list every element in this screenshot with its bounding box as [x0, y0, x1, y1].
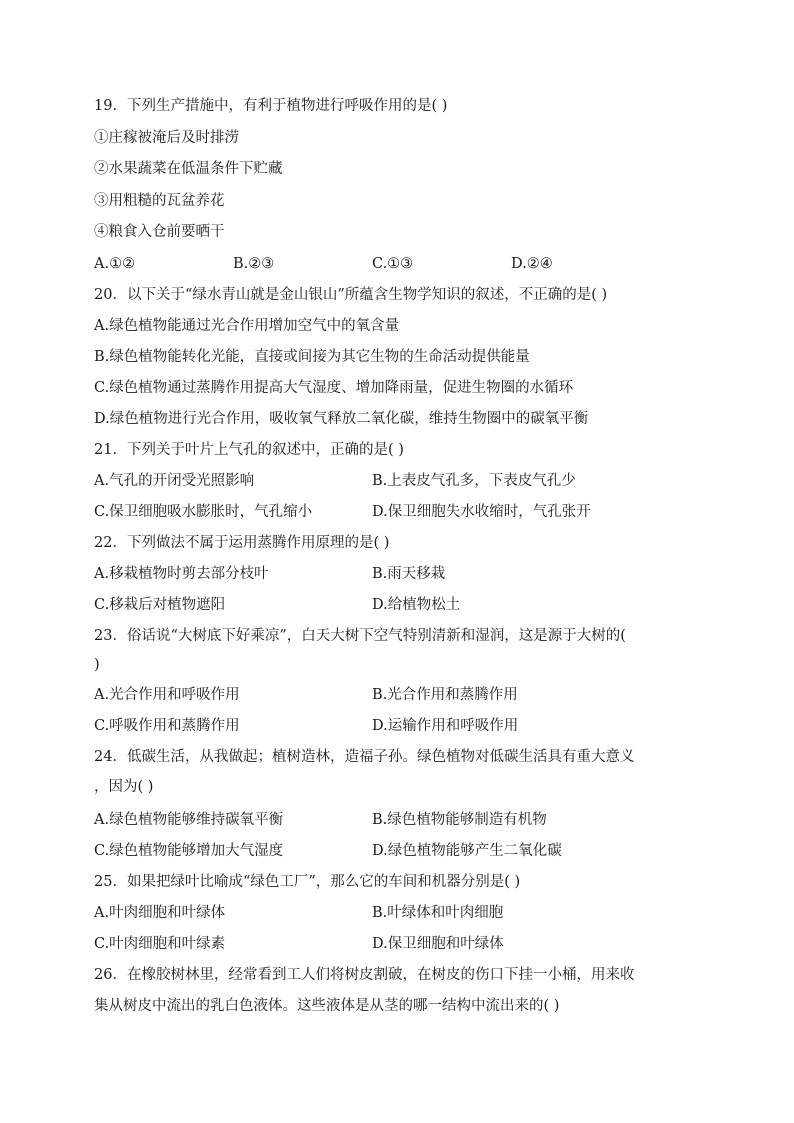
question-21-option-a: A.气孔的开闭受光照影响: [94, 473, 255, 489]
question-19-item-3: ③用粗糙的瓦盆养花: [94, 193, 225, 209]
question-24-option-c: C.绿色植物能够增加大气湿度: [94, 843, 284, 859]
question-24-option-b: B.绿色植物能够制造有机物: [372, 812, 547, 828]
question-25-stem: 25．如果把绿叶比喻成“绿色工厂”，那么它的车间和机器分别是( ): [94, 874, 521, 890]
question-20-stem: 20．以下关于“绿水青山就是金山银山”所蕴含生物学知识的叙述，不正确的是( ): [94, 287, 608, 303]
question-26-stem-continued: 集从树皮中流出的乳白色液体。这些液体是从茎的哪一结构中流出来的( ): [94, 998, 560, 1014]
question-20-option-d: D.绿色植物进行光合作用，吸收氧气释放二氧化碳，维持生物圈中的碳氧平衡: [94, 411, 589, 427]
question-22-option-b: B.雨天移栽: [372, 566, 446, 582]
question-24-option-a: A.绿色植物能够维持碳氧平衡: [94, 812, 284, 828]
question-21-option-d: D.保卫细胞失水收缩时，气孔张开: [372, 504, 591, 520]
question-21-option-b: B.上表皮气孔多，下表皮气孔少: [372, 473, 576, 489]
question-23-option-a: A.光合作用和呼吸作用: [94, 687, 240, 703]
question-25-option-b: B.叶绿体和叶肉细胞: [372, 905, 504, 921]
question-19-item-4: ④粮食入仓前要晒干: [94, 224, 225, 240]
question-19-option-c: C.①③: [372, 256, 414, 272]
question-22-option-d: D.给植物松土: [372, 597, 461, 613]
question-25-option-c: C.叶肉细胞和叶绿素: [94, 936, 226, 952]
question-19-option-b: B.②③: [233, 256, 275, 272]
question-19-option-d: D.②④: [511, 256, 553, 272]
question-19-item-1: ①庄稼被淹后及时排涝: [94, 130, 239, 146]
question-25-option-d: D.保卫细胞和叶绿体: [372, 936, 504, 952]
question-21-stem: 21．下列关于叶片上气孔的叙述中，正确的是( ): [94, 442, 404, 458]
question-20-option-c: C.绿色植物通过蒸腾作用提高大气湿度、增加降雨量，促进生物圈的水循环: [94, 380, 574, 396]
question-20-option-a: A.绿色植物能通过光合作用增加空气中的氧含量: [94, 318, 400, 334]
question-23-stem: 23．俗话说“大树底下好乘凉”，白天大树下空气特别清新和湿润，这是源于大树的(: [94, 628, 626, 644]
question-23-option-b: B.光合作用和蒸腾作用: [372, 687, 518, 703]
question-23-stem-continued: ): [94, 657, 100, 673]
question-23-option-c: C.呼吸作用和蒸腾作用: [94, 718, 240, 734]
question-24-option-d: D.绿色植物能够产生二氧化碳: [372, 843, 562, 859]
question-21-option-c: C.保卫细胞吸水膨胀时，气孔缩小: [94, 504, 313, 520]
question-19-stem: 19．下列生产措施中，有利于植物进行呼吸作用的是( ): [94, 98, 448, 114]
question-25-option-a: A.叶肉细胞和叶绿体: [94, 905, 226, 921]
question-22-option-c: C.移栽后对植物遮阳: [94, 597, 226, 613]
question-19-option-a: A.①②: [94, 256, 136, 272]
question-22-stem: 22．下列做法不属于运用蒸腾作用原理的是( ): [94, 535, 390, 551]
question-19-item-2: ②水果蔬菜在低温条件下贮藏: [94, 161, 283, 177]
question-26-stem: 26．在橡胶树林里，经常看到工人们将树皮割破，在树皮的伤口下挂一小桶，用来收: [94, 967, 635, 983]
question-24-stem-continued: ，因为( ): [94, 779, 154, 795]
question-20-option-b: B.绿色植物能转化光能，直接或间接为其它生物的生命活动提供能量: [94, 349, 530, 365]
question-23-option-d: D.运输作用和呼吸作用: [372, 718, 519, 734]
question-22-option-a: A.移栽植物时剪去部分枝叶: [94, 566, 269, 582]
question-24-stem: 24．低碳生活，从我做起；植树造林，造福子孙。绿色植物对低碳生活具有重大意义: [94, 749, 635, 765]
